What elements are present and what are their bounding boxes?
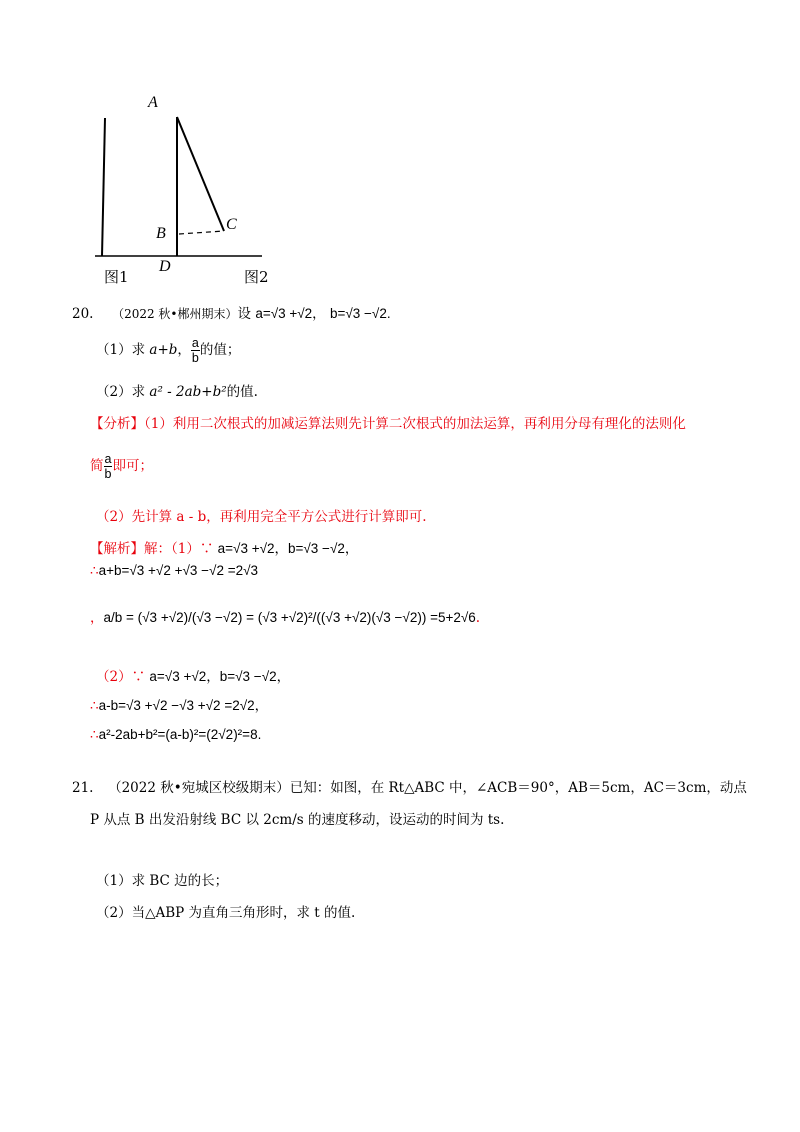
q21-number: 21. (72, 780, 94, 796)
q20-a-def: a=√3 +√2， (255, 306, 326, 321)
therefore-symbol: ∴ (90, 727, 99, 743)
q20-p2-expr: a² - 2ab+b² (149, 384, 227, 400)
label-a: A (148, 94, 158, 111)
segment-ac (177, 117, 224, 231)
q21-part-2: （2）当△ABP 为直角三角形时，求 t 的值. (96, 905, 356, 921)
solution-start: 解：（1）∵ (144, 541, 214, 557)
q20-p2-suffix: 的值. (226, 384, 258, 400)
frac-numerator: a (191, 336, 199, 350)
q20-solution-4 (96, 665, 290, 685)
q20-solution-1 (90, 537, 358, 557)
q21-line-2: P 从点 B 出发沿射线 BC 以 2cm/s 的速度移动，设运动的时间为 ts. (90, 812, 505, 828)
figure-caption-1: 图1 (104, 268, 129, 286)
q20-analysis-1 (90, 412, 686, 432)
therefore-symbol: ∴ (90, 698, 99, 714)
q20-header (72, 302, 391, 322)
geometry-figure (90, 90, 280, 290)
q20-solution-5 (90, 694, 268, 714)
q21-line-1 (72, 776, 747, 796)
analysis-tag: 【分析】 (90, 416, 144, 432)
q20-part1 (96, 336, 240, 365)
q20-solution-3 (90, 606, 480, 626)
segment-bc-dashed (179, 231, 224, 234)
solution-tag: 【解析】 (90, 541, 144, 557)
q20-p1-sep: ， (177, 342, 191, 358)
q20-analysis-1b (90, 452, 153, 481)
q20-analysis-2: （2）先计算 a - b，再利用完全平方公式进行计算即可. (96, 509, 427, 525)
solution2-line-1: a=√3 +√2，b=√3 −√2， (149, 669, 291, 684)
comma: ， (90, 610, 104, 626)
frac-numerator: a (104, 452, 112, 466)
label-d: D (159, 258, 171, 275)
q20-p1-fraction (191, 336, 200, 365)
q20-p1-prefix: （1）求 (96, 342, 150, 358)
q20-p1-suffix: 的值； (199, 342, 241, 358)
q20-p2-prefix: （2）求 (96, 384, 150, 400)
therefore-symbol: ∴ (90, 563, 99, 579)
period: . (475, 610, 481, 626)
q20-b-def: b=√3 −√2. (329, 306, 391, 321)
q20-solution-2 (90, 563, 258, 579)
label-b: B (156, 225, 166, 242)
solution2-line-2: a-b=√3 +√2 −√3 +√2 =2√2， (98, 698, 269, 713)
analysis-1b-suffix: 即可； (112, 458, 153, 474)
label-c: C (226, 216, 237, 233)
q20-p1-expr: a+b (149, 342, 178, 358)
q20-number: 20. (72, 306, 94, 322)
pole-line (102, 118, 105, 256)
solution-line-1: a=√3 +√2，b=√3 −√2， (217, 541, 359, 556)
analysis-1b-prefix: 简 (90, 458, 104, 474)
q20-source: （2022 秋•郴州期末） (112, 307, 238, 321)
solution2-line-3: a²-2ab+b²=(a-b)²=(2√2)²=8. (98, 727, 262, 742)
figure-caption-2: 图2 (244, 268, 269, 286)
solution-line-3: a/b = (√3 +√2)/(√3 −√2) = (√3 +√2)²/((√3 +√2)(√3 −√2)) =5+2√6 (103, 610, 476, 625)
part2-start: （2）∵ (96, 669, 146, 685)
analysis-text-1: （1）利用二次根式的加减运算法则先计算二次根式的加法运算，再利用分母有理化的法则化 (144, 416, 686, 432)
frac-denominator: b (104, 467, 112, 481)
q20-part2 (96, 380, 258, 400)
solution-line-2: a+b=√3 +√2 +√3 −√2 =2√3 (98, 563, 259, 578)
q21-text-1: （2022 秋•宛城区校级期末）已知：如图，在 Rt△ABC 中，∠ACB＝90°，AB＝5cm，AC＝3cm，动点 (108, 780, 747, 796)
frac-denominator: b (191, 351, 199, 365)
q20-intro: 设 (237, 306, 252, 322)
q21-part-1: （1）求 BC 边的长； (96, 873, 229, 889)
q20-solution-6 (90, 727, 261, 743)
